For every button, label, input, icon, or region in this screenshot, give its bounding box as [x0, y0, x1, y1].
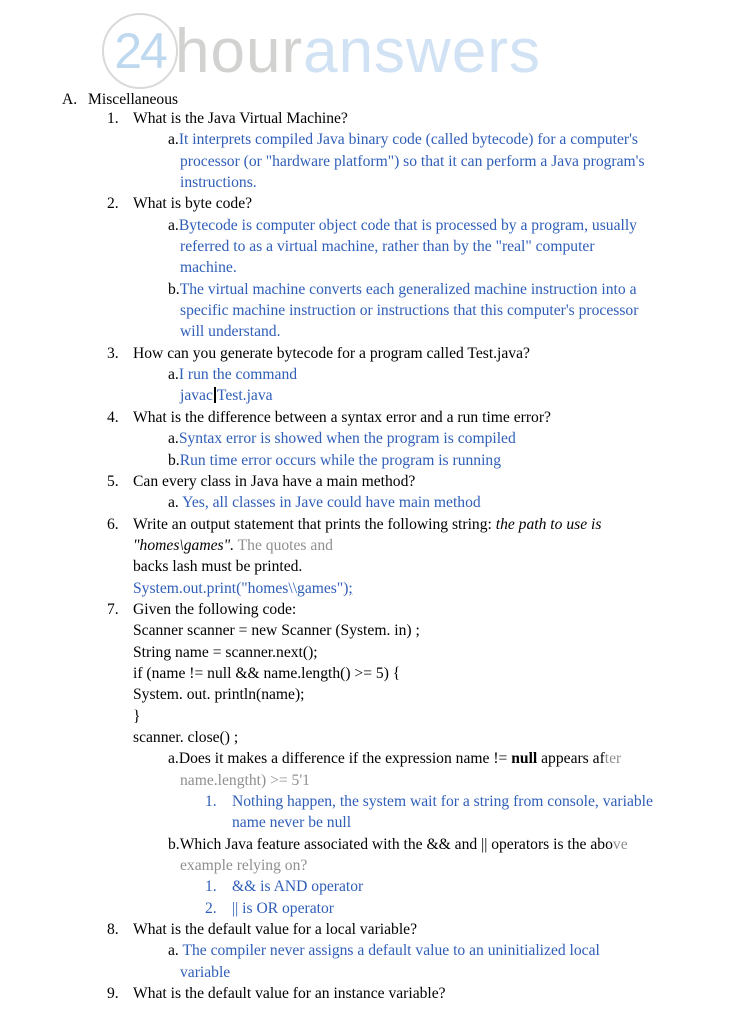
question-1 — [62, 108, 722, 129]
question-4 — [62, 407, 722, 428]
code-line-2 — [62, 642, 722, 663]
text-segment: ve — [612, 835, 628, 853]
question-6-line-1 — [62, 514, 722, 535]
list-number: 1. — [107, 110, 119, 127]
answer-2b-line-3 — [62, 321, 722, 342]
list-letter: a. — [168, 494, 179, 512]
list-number: 3. — [107, 344, 119, 362]
list-letter: a. — [168, 942, 179, 960]
text-segment: Bytecode is computer object code that is processed by a program, usually — [178, 216, 637, 234]
text-segment: machine. — [180, 259, 237, 277]
text-segment: example relying on? — [180, 857, 308, 875]
text-segment: "homes\games". — [133, 536, 235, 554]
text-segment: ); — [343, 579, 353, 597]
logo-word-answers: answers — [303, 16, 541, 86]
text-segment: ter — [604, 750, 622, 768]
list-letter: a. — [168, 216, 179, 234]
answer-7a-item-1-line-1 — [62, 791, 722, 812]
list-letter: a. — [168, 430, 179, 448]
list-letter: a. — [168, 750, 179, 768]
text-segment: What is the difference between a syntax error and a run time error? — [133, 408, 551, 426]
text-segment: javac — [180, 387, 213, 405]
list-letter: b. — [168, 451, 180, 469]
text-segment: System.out.print("homes\\games" — [133, 579, 344, 597]
list-letter: b. — [168, 835, 180, 853]
text-segment: What is the default value for an instance variable? — [133, 985, 446, 1003]
list-letter: a. — [168, 366, 179, 384]
list-number: 1. — [205, 878, 217, 896]
text-segment: Test.java — [216, 387, 273, 405]
answer-3a-line-1 — [62, 364, 722, 385]
answer-1a-line-2 — [62, 151, 722, 172]
text-segment: variable — [180, 963, 231, 981]
answer-7b-line-2 — [62, 855, 722, 876]
document-content — [62, 92, 722, 1004]
question-8 — [62, 919, 722, 940]
list-number: 1. — [205, 793, 217, 810]
text-segment: appears af — [537, 750, 605, 768]
answer-4a — [62, 428, 722, 449]
code-line-3 — [62, 663, 722, 684]
answer-6-code — [62, 578, 722, 599]
answer-3a-command — [62, 385, 722, 406]
text-segment: Given the following code: — [133, 600, 297, 618]
logo-word-hour: hour — [175, 16, 304, 86]
text-segment: The quotes and — [234, 536, 333, 554]
text-segment: Yes, all classes in Jave could have main method — [178, 494, 481, 512]
text-segment: specific machine instruction or instructions that this computer's processor — [180, 302, 639, 320]
answer-7a-item-1-line-2 — [62, 812, 722, 833]
text-segment: instructions. — [180, 174, 257, 192]
text-segment: Which Java feature associated with the && and || operators is the abo — [179, 835, 613, 853]
text-segment: Does it makes a difference if the expression name != — [178, 750, 512, 768]
text-segment: Miscellaneous — [88, 91, 179, 108]
text-segment: Syntax error is showed when the program is compiled — [178, 430, 516, 448]
text-segment: Write an output statement that prints the following string: — [133, 515, 496, 533]
section-letter: A. — [62, 91, 78, 108]
answer-5a — [62, 492, 722, 513]
code-line-5 — [62, 706, 722, 727]
list-number: 2. — [205, 899, 217, 917]
text-segment: processor (or "hardware platform") so that it can perform a Java program's — [180, 152, 645, 170]
answer-7a-line-2 — [62, 770, 722, 791]
logo — [102, 13, 541, 89]
logo-number: 24 — [114, 23, 166, 79]
text-segment: What is byte code? — [133, 195, 253, 213]
text-segment: What is the Java Virtual Machine? — [133, 110, 348, 127]
answer-2b-line-2 — [62, 300, 722, 321]
text-segment: name.lengtht) >= 5'1 — [180, 771, 310, 789]
answer-7a-line-1 — [62, 748, 722, 769]
answer-2b-line-1 — [62, 279, 722, 300]
list-letter: b. — [168, 280, 180, 298]
list-number: 9. — [107, 985, 119, 1003]
question-6-line-3 — [62, 556, 722, 577]
list-number: 4. — [107, 408, 119, 426]
text-segment: && is AND operator — [232, 878, 364, 896]
section-header — [62, 92, 722, 108]
list-number: 8. — [107, 921, 119, 939]
code-line-6 — [62, 727, 722, 748]
text-cursor-icon — [214, 387, 216, 403]
list-number: 2. — [107, 195, 119, 213]
text-segment: Scanner scanner = new Scanner (System. in) ; — [133, 622, 420, 640]
answer-2a-line-2 — [62, 236, 722, 257]
question-7 — [62, 599, 722, 620]
logo-circle-icon — [102, 13, 178, 89]
question-3 — [62, 343, 722, 364]
list-number: 6. — [107, 515, 119, 533]
text-segment: It interprets compiled Java binary code (called bytecode) for a computer's — [178, 131, 638, 149]
text-segment: will understand. — [180, 323, 281, 341]
text-segment: if (name != null && name.length() >= 5) { — [133, 664, 401, 682]
answer-8a-line-1 — [62, 940, 722, 961]
text-segment: Run time error occurs while the program is running — [179, 451, 502, 469]
text-segment: the path to use is — [495, 515, 602, 533]
list-number: 7. — [107, 600, 119, 618]
list-number: 5. — [107, 472, 119, 490]
text-segment: } — [133, 707, 141, 725]
text-segment: name never be null — [232, 814, 352, 832]
text-segment: What is the default value for a local variable? — [133, 921, 418, 939]
text-segment: Nothing happen, the system wait for a string from console, variable — [232, 793, 653, 810]
answer-2a-line-3 — [62, 257, 722, 278]
answer-7b-item-2 — [62, 898, 722, 919]
text-segment: backs lash must be printed. — [133, 558, 303, 576]
question-5 — [62, 471, 722, 492]
text-segment: How can you generate bytecode for a program called Test.java? — [133, 344, 530, 362]
text-segment: referred to as a virtual machine, rather than by the "real" computer — [180, 238, 595, 256]
text-segment: null — [511, 750, 538, 768]
list-letter: a. — [168, 131, 179, 149]
text-segment: String name = scanner.next(); — [133, 643, 318, 661]
code-line-1 — [62, 620, 722, 641]
text-segment: The virtual machine converts each generalized machine instruction into a — [179, 280, 637, 298]
code-line-4 — [62, 684, 722, 705]
question-2 — [62, 193, 722, 214]
answer-4b — [62, 450, 722, 471]
question-6-line-2 — [62, 535, 722, 556]
text-segment: scanner. close() ; — [133, 728, 239, 746]
answer-1a-line-1 — [62, 129, 722, 150]
answer-7b-item-1 — [62, 876, 722, 897]
text-segment: System. out. println(name); — [133, 686, 305, 704]
question-9 — [62, 983, 722, 1004]
answer-1a-line-3 — [62, 172, 722, 193]
answer-2a-line-1 — [62, 215, 722, 236]
text-segment: The compiler never assigns a default value to an uninitialized local — [178, 942, 600, 960]
text-segment: Can every class in Java have a main method? — [133, 472, 416, 490]
answer-8a-line-2 — [62, 962, 722, 983]
answer-7b-line-1 — [62, 834, 722, 855]
text-segment: I run the command — [178, 366, 298, 384]
text-segment: || is OR operator — [232, 899, 334, 917]
